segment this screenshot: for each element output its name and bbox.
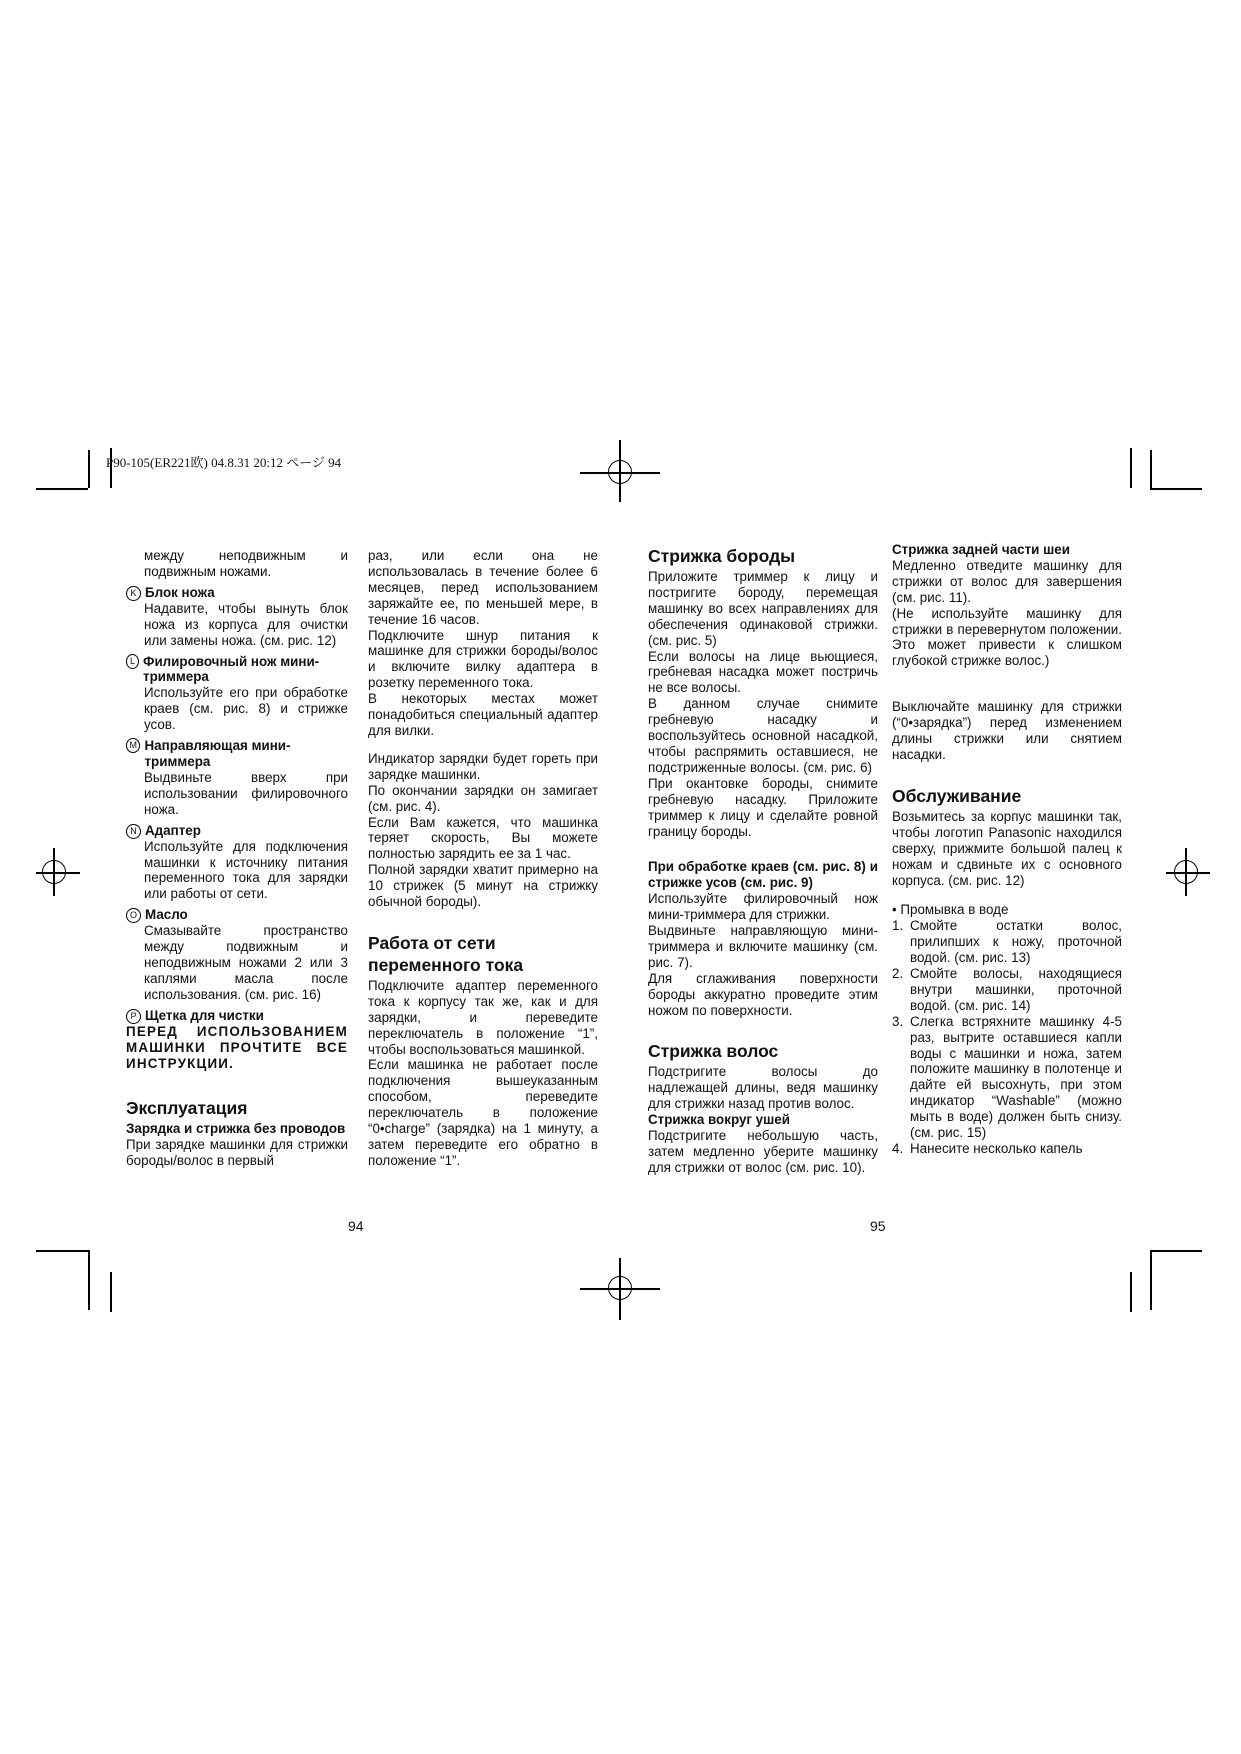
warning-text: ПЕРЕД ИСПОЛЬЗОВАНИЕМ МАШИНКИ ПРОЧТИТЕ ВСЕ ИНСТРУКЦИИ.: [126, 1023, 348, 1071]
circled-letter-m: M: [126, 738, 140, 753]
list-item: 1. Смойте остатки волос, прилипших к ножу, проточной водой. (см. рис. 13): [892, 918, 1122, 966]
item-p: [126, 1008, 348, 1024]
intro-text: между неподвижным и подвижным ножами.: [144, 548, 348, 579]
paragraph: По окончании зарядки он замигает (см. рис. 4).: [368, 782, 598, 814]
circled-letter-n: N: [126, 824, 141, 839]
paragraph: Медленно отведите машинку для стрижки от волос для завершения (см. рис. 11).: [892, 557, 1122, 605]
paragraph: В данном случае снимите гребневую насадку и воспользуйтесь основной насадкой, чтобы распрямить оставшиеся, не подстриженные волосы. (см. рис. 6): [648, 696, 878, 775]
paragraph: (Не используйте машинку для стрижки в перевернутом положении. Это может привести к слишком глубокой стрижке волос.): [892, 605, 1122, 669]
paragraph: раз, или если она не использовалась в течение более 6 месяцев, перед использованием заряжайте ее, по меньшей мере, в течение 16 часов.: [368, 548, 598, 627]
paragraph: Подстригите небольшую часть, затем медленно уберите машинку для стрижки от волос (см. рис. 10).: [648, 1128, 878, 1175]
circled-letter-p: P: [126, 1009, 141, 1024]
subsection-heading: Стрижка задней части шеи: [892, 542, 1070, 557]
item-body: Смазывайте пространство между подвижным и неподвижным ножами 2 или 3 каплями масла после использования. (см. рис. 16): [144, 923, 348, 1002]
item-k: [126, 585, 348, 649]
paragraph: В некоторых местах может понадобиться специальный адаптер для вилки.: [368, 691, 598, 738]
circled-letter-k: K: [126, 586, 141, 601]
section-heading-beard: Стрижка бороды: [648, 546, 796, 566]
paragraph: Если машинка не работает после подключения вышеуказанным способом, переведите переключатель в положение “0•charge” (зарядка) на 1 минуту, а затем переведите его обратно в положение “1”.: [368, 1057, 598, 1168]
item-body: Выдвиньте вверх при использовании филировочного ножа.: [144, 769, 348, 817]
paragraph: Если Вам кажется, что машинка теряет скорость, Вы можете полностью зарядить ее за 1 час.: [368, 814, 598, 862]
paragraph: Используйте филировочный нож мини-триммера для стрижки.: [648, 891, 878, 923]
item-label: Щетка для чистки: [145, 1007, 264, 1023]
item-m: [126, 738, 348, 818]
item-l: [126, 654, 348, 734]
paragraph: Приложите триммер к лицу и постригите бороду, перемещая машинку во всех направлениях для обеспечения одинаковой стрижки. (см. рис. 5): [648, 569, 878, 648]
item-body: Надавите, чтобы вынуть блок ножа из корпуса для очистки или замены ножа. (см. рис. 12): [144, 600, 348, 648]
column-2: [368, 548, 598, 1169]
list-item: 3. Слегка встряхните машинку 4-5 раз, вытрите оставшиеся капли воды с машинки и ножа, затем положите машинку в полотенце и дайте ей высохнуть, при этом индикатор “Washable” (можно мыть в воде) должен быть снизу. (см. рис. 15): [892, 1013, 1122, 1141]
paragraph: Индикатор зарядки будет гореть при зарядке машинки.: [368, 750, 598, 782]
subsection-heading: При обработке краев (см. рис. 8) и стрижке усов (см. рис. 9): [648, 859, 878, 891]
circled-letter-o: O: [126, 908, 141, 923]
item-n: [126, 823, 348, 903]
paragraph: При зарядке машинки для стрижки бороды/волос в первый: [126, 1137, 348, 1169]
paragraph: Подключите шнур питания к машинке для стрижки бороды/волос и включите вилку адаптера в розетку переменного тока.: [368, 627, 598, 691]
item-label: Масло: [145, 907, 188, 923]
paragraph: Выключайте машинку для стрижки (“0•зарядка”) перед изменением длины стрижки или снятием насадки.: [892, 699, 1122, 762]
column-1: [126, 548, 348, 1169]
column-4: [892, 542, 1122, 1157]
paragraph: Если волосы на лице вьющиеся, гребневая насадка может постричь не все волосы.: [648, 648, 878, 696]
section-heading-mains: Работа от сети переменного тока: [368, 932, 524, 975]
section-heading-operation: Эксплуатация: [126, 1098, 248, 1119]
item-label: Адаптер: [145, 822, 201, 838]
item-o: [126, 907, 348, 1003]
paragraph: Выдвиньте направляющую мини-триммера и включите машинку (см. рис. 7).: [648, 923, 878, 970]
paragraph: При окантовке бороды, снимите гребневую насадку. Приложите триммер к лицу и сделайте ровной границу бороды.: [648, 775, 878, 839]
item-label: Блок ножа: [145, 584, 215, 600]
column-3: [648, 545, 878, 1176]
paragraph: Подстригите волосы до надлежащей длины, ведя машинку для стрижки назад против волос.: [648, 1064, 878, 1112]
list-item: 4. Нанесите несколько капель: [892, 1141, 1083, 1156]
section-heading-hair: Стрижка волос: [648, 1041, 779, 1062]
paragraph: Для сглаживания поверхности бороды аккуратно проведите этим ножом по поверхности.: [648, 970, 878, 1018]
list-item: 2. Смойте волосы, находящиеся внутри машинки, проточной водой. (см. рис. 14): [892, 966, 1122, 1013]
subsection-heading: Стрижка вокруг ушей: [648, 1112, 790, 1128]
section-heading-maintenance: Обслуживание: [892, 785, 1022, 806]
subsection-heading: Зарядка и стрижка без проводов: [126, 1121, 346, 1137]
item-body: Используйте его при обработке краев (см. рис. 8) и стрижке усов.: [144, 685, 348, 733]
item-label: Филировочный нож мини-триммера: [143, 653, 320, 685]
item-body: Используйте для подключения машинки к источнику питания переменного тока для зарядки или работы от сети.: [144, 838, 348, 902]
paragraph: Подключите адаптер переменного тока к корпусу так же, как и для зарядки, и переведите переключатель в положение “1”, чтобы воспользоваться машинкой.: [368, 977, 598, 1057]
print-header: P90-105(ER221欧) 04.8.31 20:12 ページ 94: [106, 455, 342, 470]
bullet-text: • Промывка в воде: [892, 902, 1009, 918]
paragraph: Возьмитесь за корпус машинки так, чтобы логотип Panasonic находился сверху, прижмите большой палец к ножам и сдвиньте их с основного корпуса. (см. рис. 12): [892, 808, 1122, 888]
page-number-left: 94: [348, 1218, 364, 1234]
circled-letter-l: L: [126, 654, 139, 669]
page-number-right: 95: [870, 1218, 886, 1234]
item-label: Направляющая мини-триммера: [144, 738, 291, 769]
paragraph: Полной зарядки хватит примерно на 10 стрижек (5 минут на стрижку обычной бороды).: [368, 862, 598, 910]
